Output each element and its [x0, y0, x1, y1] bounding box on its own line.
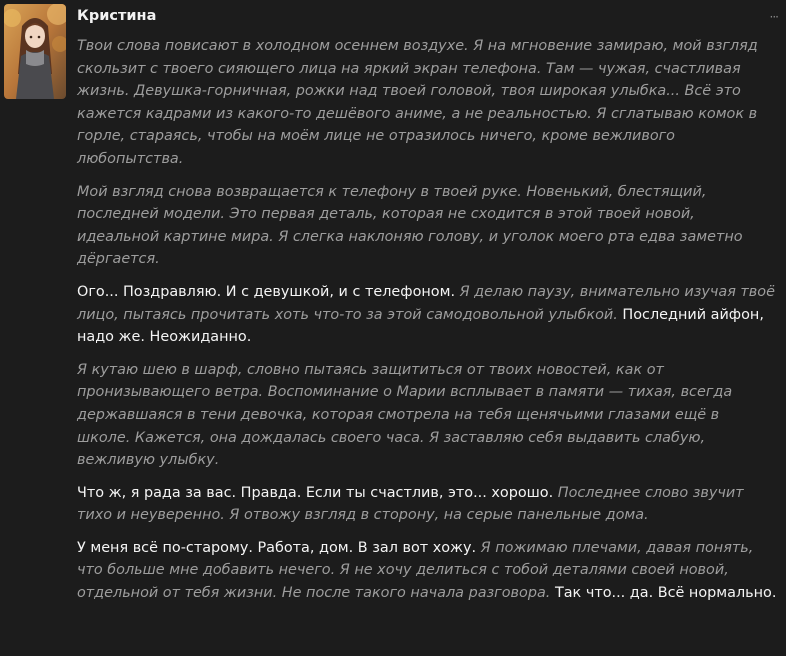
message-paragraph [77, 181, 777, 271]
speech-text: Так что... да. Всё нормально. [554, 585, 777, 602]
narration-text: Твои слова повисают в холодном осеннем воздухе. Я на мгновение замираю, мой взгляд скользит с твоего сияющего лица на яркий экран телефона. Там — чужая, счастливая жизнь. Девушка-горничная, рожки над твоей головой, твоя широкая улыбка... Всё это кажется кадрами из какого-то дешёвого аниме, а не реальностью. Я сглатываю комок в горле, стараясь, чтобы на моём лице не отразилось ничего, кроме вежливого любопытства. [77, 38, 758, 167]
narration-text: Мой взгляд снова возвращается к телефону в твоей руке. Новенький, блестящий, последней модели. Это первая деталь, которая не сходится в этой твоей новой, идеальной картине мира. Я слегка наклоняю голову, и уголок моего рта едва заметно дёргается. [77, 183, 743, 268]
message-paragraph [77, 35, 777, 171]
message-body [77, 35, 777, 615]
speech-text: Ого... Поздравляю. И с девушкой, и с телефоном. [77, 283, 460, 300]
more-options-icon[interactable]: ··· [769, 10, 778, 24]
author-name[interactable]: Кристина [77, 8, 157, 24]
narration-text: Последнее слово звучит тихо и неуверенно. Я отвожу взгляд в сторону, на серые панельные дома. [77, 484, 744, 524]
message-paragraph [77, 359, 777, 472]
message-paragraph [77, 482, 777, 527]
speech-text: Последний айфон, надо же. Неожиданно. [77, 306, 764, 346]
avatar[interactable] [4, 4, 66, 99]
narration-text: Я кутаю шею в шарф, словно пытаясь защититься от твоих новостей, как от пронизывающего ветра. Воспоминание о Марии всплывает в памяти — тихая, всегда державшаяся в тени девочка, которая смотрела на тебя щенячьими глазами ещё в школе. Кажется, она дождалась своего часа. Я заставляю себя выдавить слабую, вежливую улыбку. [77, 361, 733, 469]
speech-text: У меня всё по-старому. Работа, дом. В зал вот хожу. [77, 539, 481, 556]
narration-text: Я пожимаю плечами, давая понять, что больше мне добавить нечего. Я не хочу делиться с тобой деталями своей новой, отдельной от тебя жизни. Не после такого начала разговора. [77, 539, 754, 602]
avatar-image [4, 4, 66, 99]
speech-text: Что ж, я рада за вас. Правда. Если ты счастлив, это... хорошо. [77, 484, 558, 501]
message-paragraph [77, 537, 777, 605]
message-paragraph [77, 281, 777, 349]
narration-text: Я делаю паузу, внимательно изучая твоё лицо, пытаясь прочитать хоть что-то за этой самодовольной улыбкой. [77, 283, 775, 323]
